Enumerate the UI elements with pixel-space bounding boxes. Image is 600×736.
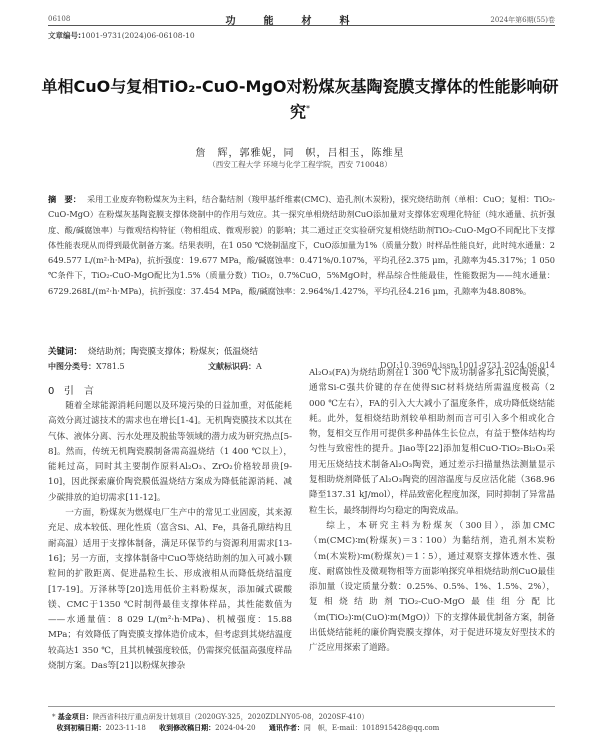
left-column <box>48 399 292 674</box>
clc-value: X781.5 <box>96 362 125 371</box>
page-number: 06108 <box>48 15 71 23</box>
keywords-text: 烧结助剂；陶瓷膜支撑体；粉煤灰；低温烧结 <box>88 347 259 357</box>
fund-label: 基金项目： <box>57 713 93 721</box>
title-text: 单相CuO与复相TiO₂-CuO-MgO对粉煤灰基陶瓷膜支撑体的性能影响研究 <box>41 77 559 122</box>
article-number-value: 1001-9731(2024)06-06108-10 <box>81 31 195 40</box>
abstract <box>48 192 555 299</box>
running-header <box>48 12 555 26</box>
journal-name: 功能材料 <box>225 16 378 27</box>
keywords-label: 关键词： <box>48 347 83 357</box>
abstract-text: 采用工业废弃物粉煤灰为主料，结合黏结剂（羧甲基纤维素(CMC)、造孔剂(木炭粉)，探究烧结助剂（单相：CuO；复相：TiO₂-CuO-MgO）在粉煤灰基陶瓷膜支撑体烧制中的作用与效应。其一探究单相烧结助剂CuO添加量对支撑体宏观理化特征（纯水通量、抗折强度、酸/碱腐蚀率）与微观结构特征（物相组成、微观形貌）的影响；其二通过正交实验研究复相烧结助剂TiO₂-CuO-MgO不同配比下支撑体性能表现从而得到最优制备方案。结果表明，在1 050 ℃烧制温度下，CuO添加量为1%（质量分数）时样品性能良好，此时纯水通量：2 649.577 L/(m²·h·MPa)，抗折强度：19.677 MPa，酸/碱腐蚀率：0.471%/0.107%，平均孔径2.375 μm，孔隙率为45.317%；1 050 ℃条件下，TiO₂-CuO-MgO配比为1.5%（质量分数）TiO₂，0.7%CuO，5%MgO时，样品综合性能最佳，性能数据为——纯水通量：6729.268L/(m²·h·MPa)，抗折强度：37.454 MPa，酸/碱腐蚀率：2.964%/1.427%，平均孔径4.216 μm，孔隙率为48.808%。 <box>48 194 555 296</box>
paragraph: 随着全球能源消耗问题以及环境污染的日益加重，对低能耗高效分离过滤技术的需求也在增长[1-4]。无机陶瓷膜技术以其在气体、液体分离、污水处理及脱盐等领域的潜力成为研究热点[5-8]。然而，传统无机陶瓷膜制备需高温烧结（1 400 ℃以上），能耗过高，同时其主要制作原料Al₂O₃、ZrO₂价格较昂贵[9-10]，因此探索廉价陶瓷膜低温烧结方案成为降低能源消耗、减少碳排放的迫切需求[11-12]。 <box>48 401 292 503</box>
fund-note: * 基金项目：陕西省科技厅重点研发计划项目（2020GY-325，2020ZDLNY05-08，2020SF-410） <box>52 713 369 721</box>
section-title: 引 言 <box>63 386 94 397</box>
fund-text: 陕西省科技厅重点研发计划项目（2020GY-325，2020ZDLNY05-08，2020SF-410） <box>92 713 369 721</box>
section-heading <box>48 382 94 397</box>
clc-label: 中图分类号： <box>48 362 96 371</box>
revised-date: 2024-04-20 <box>215 724 256 732</box>
article-number-label: 文章编号: <box>48 31 81 40</box>
affiliation: （西安工程大学 环境与化学工程学院，西安 710048） <box>208 160 392 169</box>
article-number <box>48 30 195 41</box>
abstract-label: 摘 要： <box>48 194 81 204</box>
paragraph: 一方面，粉煤灰为燃煤电厂生产中的常见工业固废，其来源充足、成本较低、理化性质（富含Si、Al、Fe，具备孔隙结构且耐高温）适用于支撑体制备，满足环保节约与资源利用需求[13-16]；另一方面，支撑体制备中CuO等烧结助剂的加入可减小颗粒间的扩散距离、促进晶粒生长、形成液相从而降低烧结温度[17-19]。万泽林等[20]选用低价主料粉煤灰，添加碱式碳酸镁、CMC于1350 ℃时制得最佳支撑体样品，其性能数值为——水通量值：8 029 L/(m²·h·MPa)、机械强度：15.88 MPa；有效降低了陶瓷膜支撑体造价成本，但考虑到其烧结温度较高达1 350 ℃，且其机械强度较低，仍需探究低温高强度样品烧制方案。Das等[21]以粉煤灰掺杂 <box>48 508 292 672</box>
title-footnote-mark: * <box>306 104 310 113</box>
authors: 詹 辉，郭雅妮，同 帜，吕相玉，陈维星 <box>195 148 405 159</box>
section-number: 0 <box>48 386 55 397</box>
revised-label: 收到修改稿日期： <box>159 724 216 732</box>
doc-code-value: A <box>256 362 262 371</box>
issue-volume: 2024年第6期(55)卷 <box>490 16 555 24</box>
corresponding-author: 同 帜，E-mail：1018915428@qq.com <box>303 724 440 732</box>
received-date: 2023-11-18 <box>105 724 146 732</box>
right-column <box>309 366 555 657</box>
keywords <box>48 345 555 357</box>
doc-code-label: 文献标识码： <box>208 362 256 371</box>
footnote-divider <box>48 706 555 707</box>
paragraph: 综上，本研究主料为粉煤灰（300目），添加CMC（m(CMC)∶m(粉煤灰)＝3∶100）为黏结剂，造孔剂木炭粉（m(木炭粉)∶m(粉煤灰)＝1∶5），通过观察支撑体透水性、强度、耐腐蚀性及微观物相等方面影响探究单相烧结助剂CuO最佳添加量（设定质量分数：0.25%、0.5%、1%、1.5%、2%），复相烧结助剂TiO₂-CuO-MgO最佳组分配比（m(TiO₂)∶m(CuO)∶m(MgO)）下的支撑体最优制备方案，制备出低烧结能耗的廉价陶瓷膜支撑体，对于促进环境友好型技术的广泛应用探索了道路。 <box>309 520 556 654</box>
footnotes <box>52 712 555 734</box>
doi: DOI:10.3969/j.issn.1001-9731.2024.06.014 <box>380 361 555 370</box>
dates-note <box>52 723 555 734</box>
corresponding-label: 通讯作者： <box>268 724 304 732</box>
received-label: 收到初稿日期： <box>56 724 106 732</box>
paragraph: Al₂O₃(FA)为烧结助剂在1 300 ℃下成功制备多孔SiC陶瓷膜，通常Si-C强共价键的存在使得SiC材料烧结所需温度极高（2 000 ℃左右），FA的引入大大减小了温度条件，成功降低烧结能耗。此外，复相烧结助剂较单相助剂而言可引入多个相或化合物，复相交互作用可提供多种晶体生长位点，有益于整体结构均匀性与致密性的提升。Jiao等[22]添加复相CuO-TiO₂-Bi₂O₃采用无压烧结技术制备Al₂O₃陶瓷，通过差示扫描量热法测量显示复相助烧剂降低了Al₂O₃陶瓷的固溶温度与反应活化能（368.96降至137.31 kJ/mol），样品致密化程度加深，同时抑制了异常晶粒生长，最终制得均匀稳定的陶瓷成品。 <box>309 368 555 516</box>
paper-title <box>40 76 560 123</box>
